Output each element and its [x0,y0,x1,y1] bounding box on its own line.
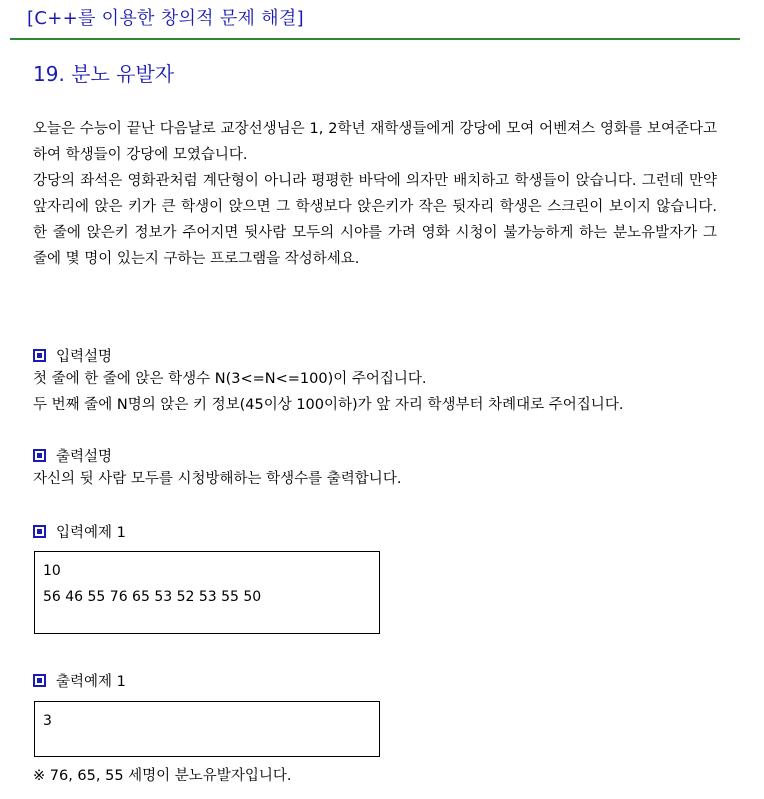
input-description-line: 첫 줄에 한 줄에 앉은 학생수 N(3<=N<=100)이 주어집니다. [33,371,427,387]
example-line: 3 [43,713,52,729]
output-example-box [34,701,380,757]
book-header: [C++를 이용한 창의적 문제 해결] [27,8,304,29]
square-bullet-icon [33,349,46,362]
section-heading [33,344,623,366]
output-description-section [33,444,401,492]
description-paragraph: 강당의 좌석은 영화관처럼 계단형이 아니라 평평한 바닥에 의자만 배치하고 학생들이 앉습니다. 그런데 만약 앞자리에 앉은 키가 큰 학생이 앉으면 그 학생보다 앉은키가 작은 뒷자리 학생은 스크린이 보이지 않습니다. 한 줄에 앉은키 정보가 주어지면 뒷사람 모두의 시야를 가려 영화 시청이 불가능하게 하는 분노유발자가 그 줄에 몇 명이 있는지 구하는 프로그램을 작성하세요. [33,173,717,267]
output-example-section [33,669,126,691]
section-heading [33,444,401,466]
problem-title: 19. 분노 유발자 [33,62,175,86]
problem-description [33,116,717,272]
section-heading-label: 출력예제 1 [56,673,126,690]
input-example-box [34,551,380,634]
header-divider [10,38,740,40]
section-heading-label: 출력설명 [56,448,113,465]
section-heading [33,669,126,691]
input-description-line: 두 번째 줄에 N명의 앉은 키 정보(45이상 100이하)가 앞 자리 학생부터 차례대로 주어집니다. [33,397,624,413]
square-bullet-icon [33,674,46,687]
input-example-section [33,520,126,542]
input-description-section [33,344,623,418]
section-heading [33,520,126,542]
description-paragraph: 오늘은 수능이 끝난 다음날로 교장선생님은 1, 2학년 재학생들에게 강당에 모여 어벤져스 영화를 보여준다고 하여 학생들이 강당에 모였습니다. [33,121,717,163]
example-note: ※ 76, 65, 55 세명이 분노유발자입니다. [33,768,292,784]
example-line: 10 [43,563,61,579]
example-line: 56 46 55 76 65 53 52 53 55 50 [43,589,262,605]
square-bullet-icon [33,525,46,538]
square-bullet-icon [33,449,46,462]
output-description-line: 자신의 뒷 사람 모두를 시청방해하는 학생수를 출력합니다. [33,471,402,487]
section-heading-label: 입력예제 1 [56,524,126,541]
section-heading-label: 입력설명 [56,348,113,365]
